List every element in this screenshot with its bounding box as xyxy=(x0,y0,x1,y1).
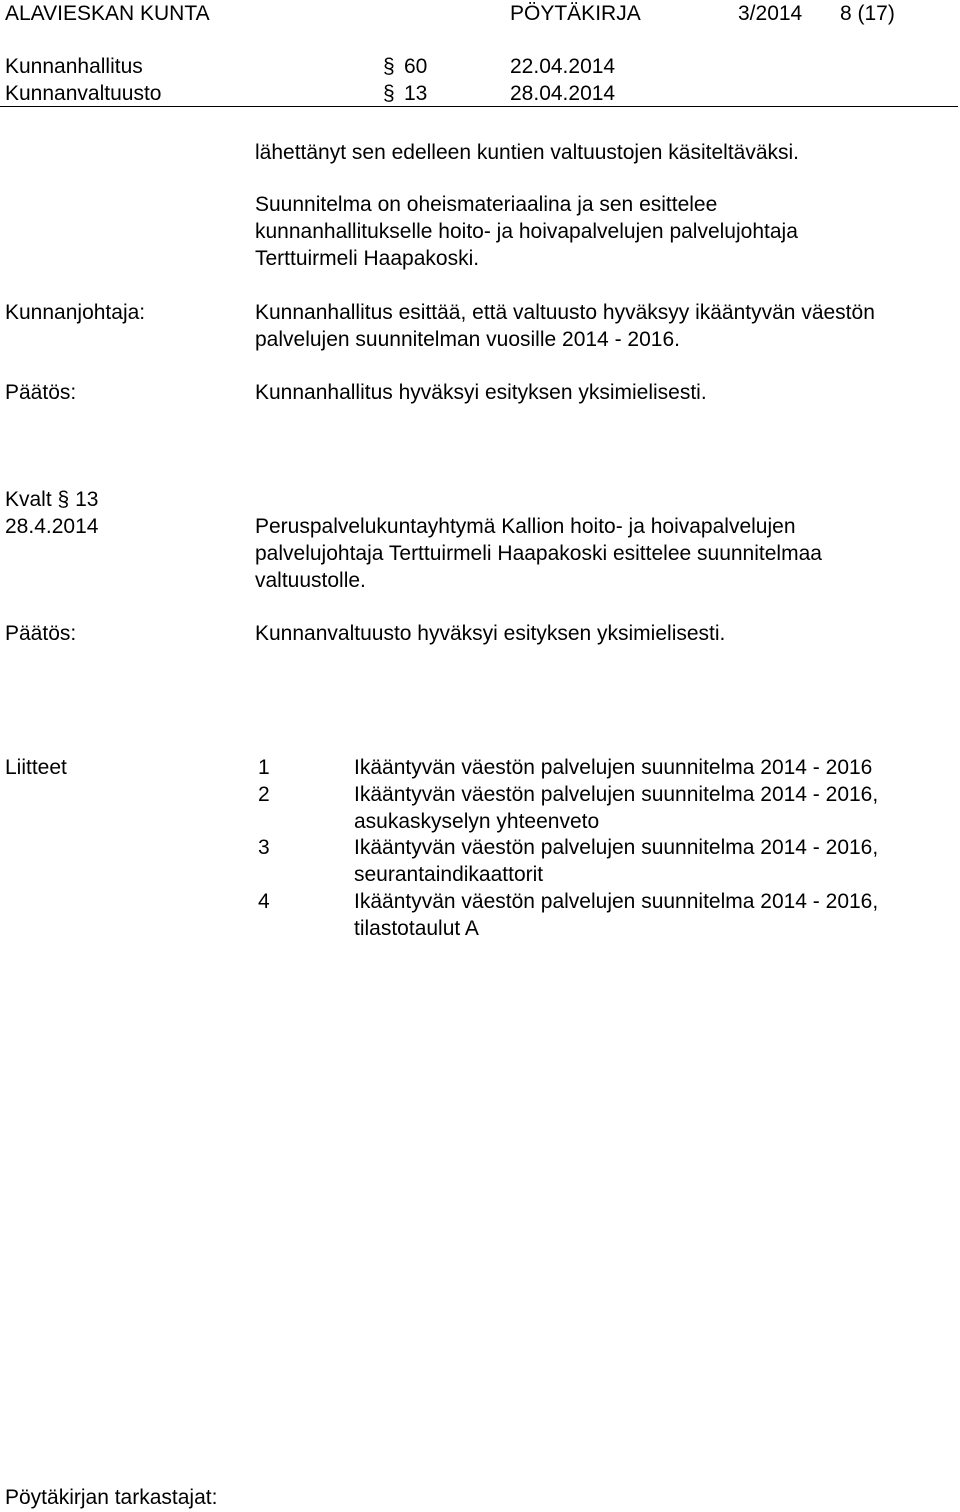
attachment-subtitle: tilastotaulut A xyxy=(354,917,479,940)
attachment-number: 3 xyxy=(258,836,270,859)
kunnanjohtaja-label: Kunnanjohtaja: xyxy=(5,301,146,324)
kvalt-body: Kvalt xyxy=(5,488,52,511)
attachments-label: Liitteet xyxy=(5,756,67,779)
section-sign: § xyxy=(383,82,395,105)
meeting-body: Kunnanvaltuusto xyxy=(5,82,162,105)
attachment-title: Ikääntyvän väestön palvelujen suunnitelma 2014 - 2016, xyxy=(354,890,879,913)
meeting-date: 28.04.2014 xyxy=(510,82,616,105)
attachment-number: 4 xyxy=(258,890,270,913)
attachment-number: 1 xyxy=(258,756,270,779)
org-name: ALAVIESKAN KUNTA xyxy=(5,2,210,25)
decision-text: Kunnanvaltuusto hyväksyi esityksen yksimielisesti. xyxy=(255,622,726,645)
header-divider xyxy=(0,106,958,107)
kvalt-label xyxy=(5,486,98,513)
kvalt-line: valtuustolle. xyxy=(255,569,366,592)
decision-text: Kunnanhallitus hyväksyi esityksen yksimielisesti. xyxy=(255,381,707,404)
decision-label: Päätös: xyxy=(5,622,77,645)
page-number: 8 (17) xyxy=(840,2,895,25)
attachment-title: Ikääntyvän väestön palvelujen suunnitelma 2014 - 2016, xyxy=(354,783,879,806)
kvalt-line: Peruspalvelukuntayhtymä Kallion hoito- ja hoivapalvelujen xyxy=(255,515,796,538)
attachment-number: 2 xyxy=(258,783,270,806)
kvalt-section: 13 xyxy=(75,488,99,511)
meeting-section: 13 xyxy=(404,82,428,105)
meeting-date: 22.04.2014 xyxy=(510,55,616,78)
reviewers-label: Pöytäkirjan tarkastajat: xyxy=(5,1486,218,1509)
intro-line: Suunnitelma on oheismateriaalina ja sen esittelee xyxy=(255,193,718,216)
attachment-subtitle: seurantaindikaattorit xyxy=(354,863,544,886)
kvalt-line: palvelujohtaja Terttuirmeli Haapakoski esittelee suunnitelmaa xyxy=(255,542,822,565)
meeting-section: 60 xyxy=(404,55,428,78)
intro-line: kunnanhallitukselle hoito- ja hoivapalvelujen palvelujohtaja xyxy=(255,220,798,243)
meeting-body: Kunnanhallitus xyxy=(5,55,143,78)
kvalt-date: 28.4.2014 xyxy=(5,515,99,538)
intro-paragraph: lähettänyt sen edelleen kuntien valtuustojen käsiteltäväksi. xyxy=(255,141,800,164)
attachment-subtitle: asukaskyselyn yhteenveto xyxy=(354,810,600,833)
doc-type: PÖYTÄKIRJA xyxy=(510,2,641,25)
proposal-line: Kunnanhallitus esittää, että valtuusto hyväksyy ikääntyvän väestön xyxy=(255,301,875,324)
decision-label: Päätös: xyxy=(5,381,77,404)
proposal-line: palvelujen suunnitelman vuosille 2014 - 2016. xyxy=(255,328,680,351)
doc-number: 3/2014 xyxy=(738,2,803,25)
section-sign: § xyxy=(383,55,395,78)
attachment-title: Ikääntyvän väestön palvelujen suunnitelma 2014 - 2016, xyxy=(354,836,879,859)
attachment-title: Ikääntyvän väestön palvelujen suunnitelma 2014 - 2016 xyxy=(354,756,873,779)
section-sign: § xyxy=(57,488,70,511)
intro-line: Terttuirmeli Haapakoski. xyxy=(255,247,480,270)
